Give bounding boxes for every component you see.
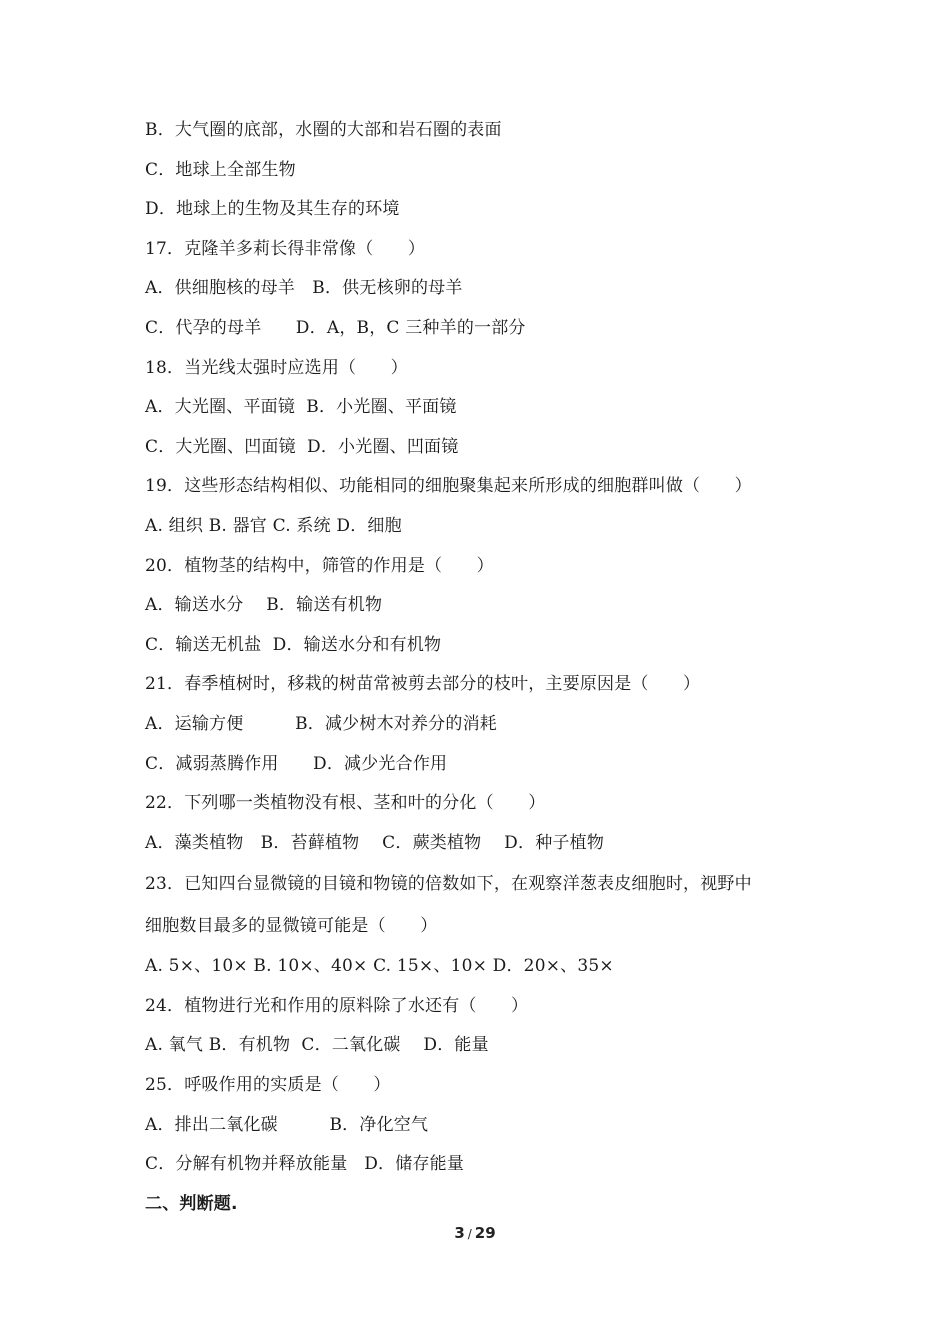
question-line-18: 18．当光线太强时应选用（ ）	[145, 357, 408, 378]
answer-option-line: A．藻类植物 B．苔藓植物 C．蕨类植物 D．种子植物	[145, 832, 605, 853]
answer-option-line: C．减弱蒸腾作用 D．减少光合作用	[145, 753, 448, 774]
question-line-25: 25．呼吸作用的实质是（ ）	[145, 1075, 391, 1096]
answer-option-line: A．大光圈、平面镜 B．小光圈、平面镜	[145, 397, 457, 418]
answer-option-line: B．大气圈的底部，水圈的大部和岩石圈的表面	[145, 120, 502, 140]
page-separator: /	[467, 1227, 472, 1241]
answer-option-line: D．地球上的生物及其生存的环境	[145, 199, 400, 220]
question-list	[145, 111, 825, 1224]
question-line-20: 20．植物茎的结构中，筛管的作用是（ ）	[145, 555, 494, 576]
current-page-number: 3	[454, 1224, 465, 1242]
answer-option-line: A．运输方便 B．减少树木对养分的消耗	[145, 713, 497, 734]
answer-option-line: C．分解有机物并释放能量 D．储存能量	[145, 1154, 465, 1175]
section-heading: 二、判断题.	[145, 1193, 238, 1214]
answer-option-line: A. 氧气 B．有机物 C．二氧化碳 D．能量	[145, 1035, 489, 1056]
question-line-19: 19．这些形态结构相似、功能相同的细胞聚集起来所形成的细胞群叫做（ ）	[145, 476, 752, 497]
answer-option-line: C．代孕的母羊 D．A，B，C 三种羊的一部分	[145, 317, 526, 338]
answer-option-line: C．地球上全部生物	[145, 159, 296, 180]
question-line-17: 17．克隆羊多莉长得非常像（ ）	[145, 238, 426, 259]
answer-option-line: A. 5×、10× B. 10×、40× C. 15×、10× D．20×、35×	[145, 956, 614, 977]
answer-option-line: A．输送水分 B．输送有机物	[145, 595, 383, 616]
total-pages-number: 29	[474, 1224, 496, 1242]
answer-option-line: A．排出二氧化碳 B．净化空气	[145, 1114, 429, 1135]
question-line-21: 21．春季植树时，移栽的树苗常被剪去部分的枝叶，主要原因是（ ）	[145, 674, 701, 695]
answer-option-line: C．输送无机盐 D．输送水分和有机物	[145, 634, 442, 655]
answer-option-line: A. 组织 B. 器官 C. 系统 D．细胞	[145, 515, 402, 536]
question-line-22: 22．下列哪一类植物没有根、茎和叶的分化（ ）	[145, 793, 546, 814]
question-line-24: 24．植物进行光和作用的原料除了水还有（ ）	[145, 995, 529, 1016]
page-number	[0, 1224, 950, 1242]
answer-option-line: A．供细胞核的母羊 B．供无核卵的母羊	[145, 278, 463, 299]
question-line-23: 23．已知四台显微镜的目镜和物镜的倍数如下，在观察洋葱表皮细胞时，视野中	[145, 874, 752, 895]
answer-option-line: C．大光圈、凹面镜 D．小光圈、凹面镜	[145, 436, 459, 457]
question-line-23-continued: 细胞数目最多的显微镜可能是（ ）	[145, 916, 438, 937]
